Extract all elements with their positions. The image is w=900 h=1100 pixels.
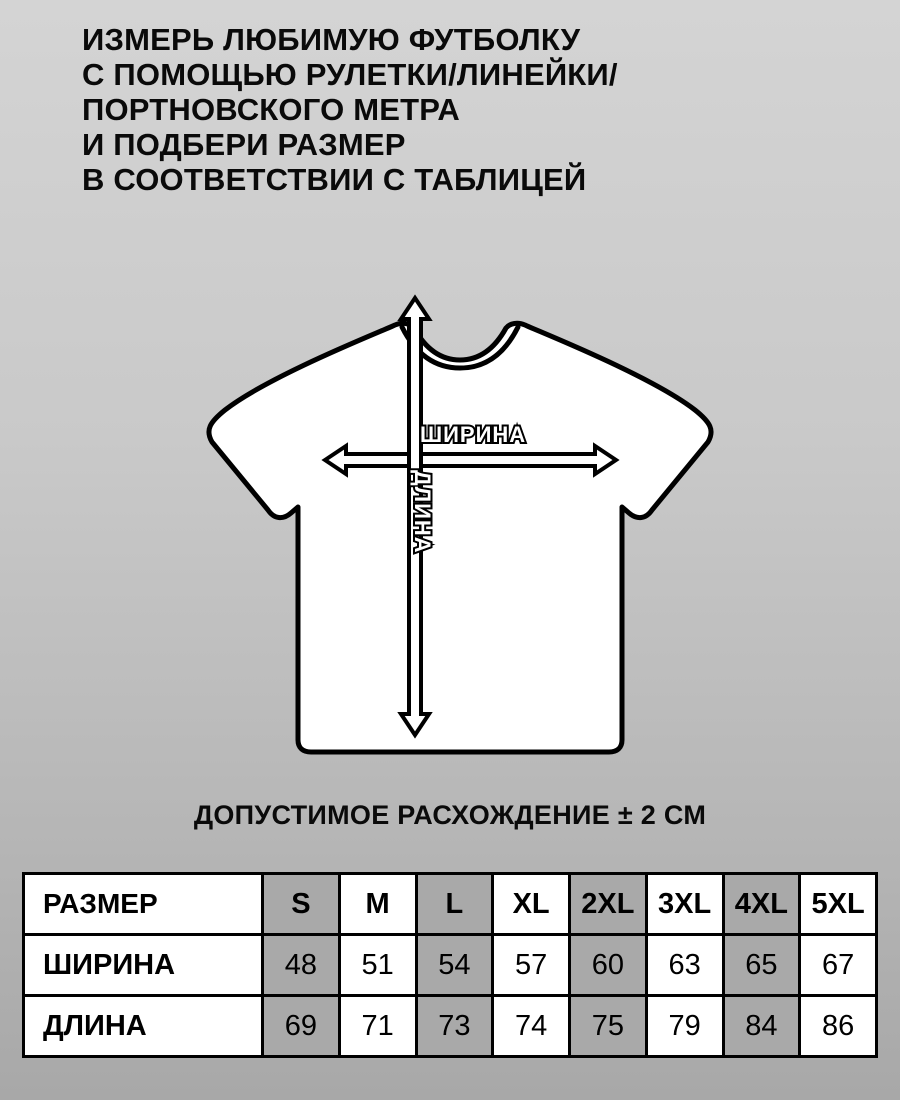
width-label: ШИРИНА xyxy=(420,422,527,447)
heading-line-4: И ПОДБЕРИ РАЗМЕР xyxy=(82,127,406,162)
heading-line-3: ПОРТНОВСКОГО МЕТРА xyxy=(82,92,460,127)
cell-size-m: M xyxy=(339,874,416,935)
cell-length-2xl: 75 xyxy=(570,996,647,1057)
cell-length-5xl: 86 xyxy=(800,996,877,1057)
cell-size-xl: XL xyxy=(493,874,570,935)
cell-size-5xl: 5XL xyxy=(800,874,877,935)
cell-width-5xl: 67 xyxy=(800,935,877,996)
cell-width-2xl: 60 xyxy=(570,935,647,996)
row-header-length: ДЛИНА xyxy=(24,996,263,1057)
cell-size-4xl: 4XL xyxy=(723,874,800,935)
heading-line-1: ИЗМЕРЬ ЛЮБИМУЮ ФУТБОЛКУ xyxy=(82,22,581,57)
cell-width-l: 54 xyxy=(416,935,493,996)
row-header-width: ШИРИНА xyxy=(24,935,263,996)
heading-line-5: В СООТВЕТСТВИИ С ТАБЛИЦЕЙ xyxy=(82,162,587,197)
cell-width-m: 51 xyxy=(339,935,416,996)
instruction-heading xyxy=(82,22,842,197)
cell-length-m: 71 xyxy=(339,996,416,1057)
cell-width-s: 48 xyxy=(263,935,340,996)
cell-width-4xl: 65 xyxy=(723,935,800,996)
cell-size-2xl: 2XL xyxy=(570,874,647,935)
cell-width-3xl: 63 xyxy=(646,935,723,996)
cell-width-xl: 57 xyxy=(493,935,570,996)
cell-size-3xl: 3XL xyxy=(646,874,723,935)
cell-length-4xl: 84 xyxy=(723,996,800,1057)
cell-size-s: S xyxy=(263,874,340,935)
cell-size-l: L xyxy=(416,874,493,935)
cell-length-3xl: 79 xyxy=(646,996,723,1057)
cell-length-s: 69 xyxy=(263,996,340,1057)
size-chart-table xyxy=(22,872,878,1058)
tshirt-icon xyxy=(150,270,770,770)
tshirt-measurement-diagram xyxy=(150,270,770,770)
cell-length-xl: 74 xyxy=(493,996,570,1057)
table-row-sizes xyxy=(24,874,877,935)
row-header-size: РАЗМЕР xyxy=(24,874,263,935)
table-row-length xyxy=(24,996,877,1057)
heading-line-2: С ПОМОЩЬЮ РУЛЕТКИ/ЛИНЕЙКИ/ xyxy=(82,57,618,92)
table-row-width xyxy=(24,935,877,996)
tolerance-note: ДОПУСТИМОЕ РАСХОЖДЕНИЕ ± 2 СМ xyxy=(193,800,707,830)
length-label: ДЛИНА xyxy=(410,470,435,554)
cell-length-l: 73 xyxy=(416,996,493,1057)
